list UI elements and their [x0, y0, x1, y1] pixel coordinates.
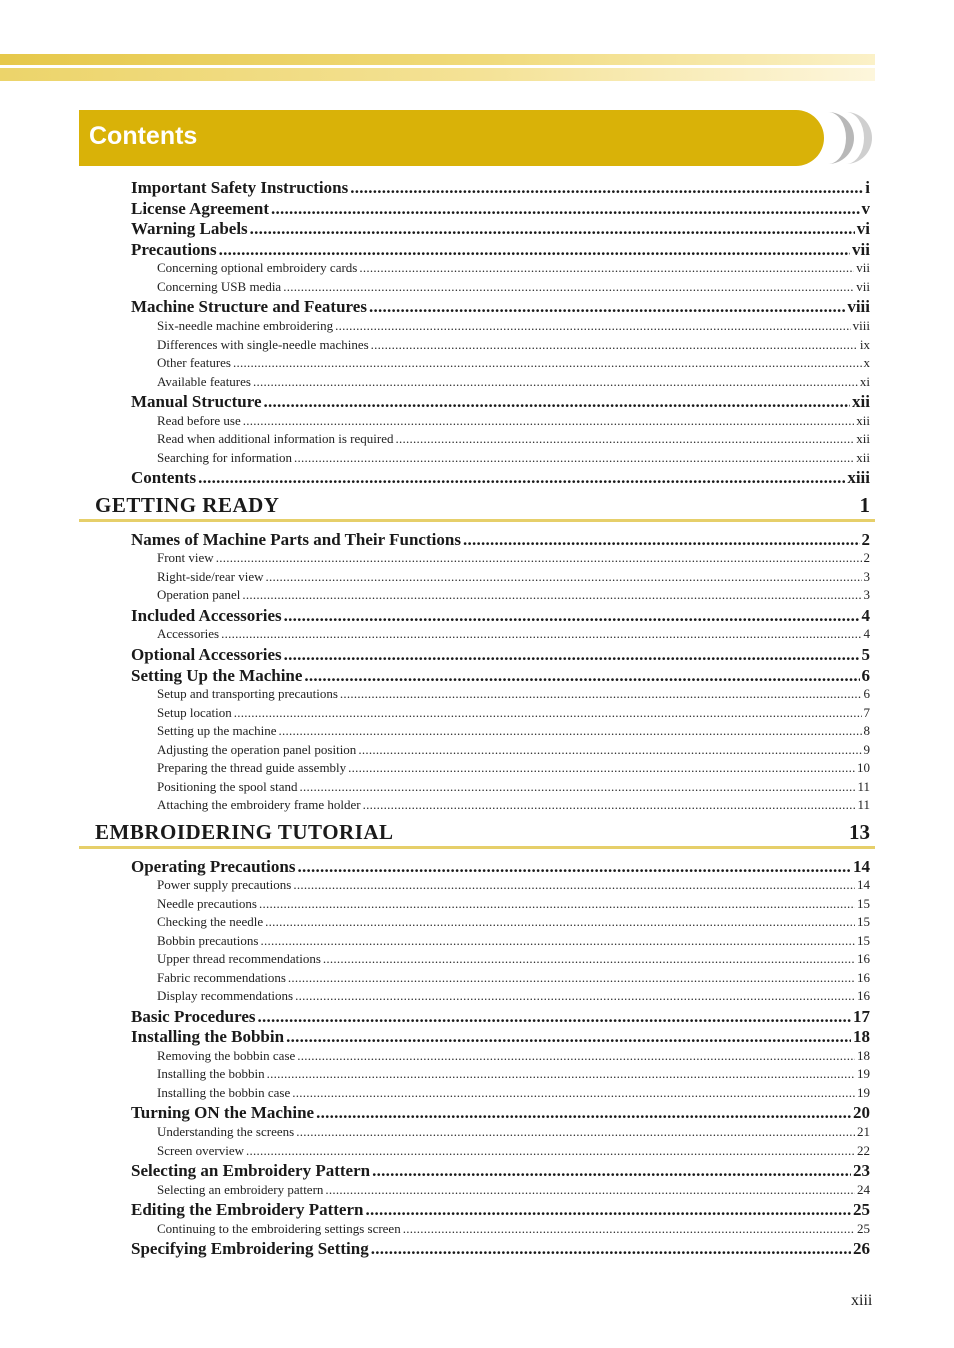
toc-entry[interactable]	[131, 1200, 870, 1220]
toc-entry-page: 8	[863, 723, 870, 739]
toc-entry-label: Important Safety Instructions	[131, 178, 349, 197]
toc-entry-page: 4	[863, 626, 870, 642]
toc-subentry[interactable]	[157, 318, 870, 333]
toc-entry-page: 18	[853, 1027, 870, 1047]
toc-entry-label: Installing the bobbin case	[157, 1084, 291, 1100]
dot-leader	[304, 666, 859, 686]
dot-leader	[286, 1027, 851, 1047]
toc-entry-label: Read when additional information is required	[157, 431, 394, 447]
dot-leader	[294, 450, 854, 465]
toc-entry-label: Screen overview	[157, 1142, 244, 1158]
toc-subentry[interactable]	[157, 1066, 870, 1081]
toc-entry-page: x	[863, 355, 870, 370]
dot-leader	[221, 626, 861, 641]
section-title: EMBROIDERING TUTORIAL	[95, 819, 394, 844]
toc-entry-page: 3	[863, 587, 870, 603]
toc-entry-page: 4	[861, 605, 870, 625]
dot-leader	[234, 705, 862, 720]
section-page: 1	[859, 492, 870, 517]
toc-entry-label: Display recommendations	[157, 988, 294, 1004]
toc-subentry[interactable]	[157, 587, 870, 602]
dot-leader	[395, 431, 854, 446]
toc-subentry[interactable]	[157, 337, 870, 352]
toc-subentry[interactable]	[157, 742, 870, 757]
toc-entry-label: Understanding the screens	[157, 1124, 295, 1139]
toc-entry[interactable]	[131, 1239, 870, 1259]
toc-entry[interactable]	[131, 178, 870, 198]
toc-subentry[interactable]	[157, 914, 870, 929]
toc-entry-label: Setup location	[157, 704, 232, 720]
dot-leader	[258, 1007, 852, 1027]
double-chevron-icon	[820, 110, 876, 166]
toc-subentry[interactable]	[157, 260, 870, 275]
toc-entry[interactable]	[131, 297, 870, 317]
toc-entry-page: 7	[863, 704, 870, 720]
toc-entry-label: Editing the Embroidery Pattern	[131, 1200, 364, 1220]
section-rule	[79, 519, 875, 522]
toc-entry-page: xiii	[847, 468, 870, 488]
toc-entry-label: Installing the Bobbin	[131, 1027, 285, 1047]
toc-entry-label: Attaching the embroidery frame holder	[157, 797, 361, 813]
toc-entry-page: 16	[857, 951, 870, 967]
toc-entry-page: 26	[853, 1239, 870, 1259]
dot-leader	[219, 240, 850, 260]
toc-entry-label: Warning Labels	[131, 219, 248, 239]
toc-entry-label: Searching for information	[157, 449, 293, 465]
dot-leader	[260, 933, 855, 948]
toc-entry-label: Setting Up the Machine	[131, 665, 303, 685]
toc-entry[interactable]	[131, 606, 870, 626]
toc-entry-page: xii	[856, 449, 870, 465]
toc-subentry[interactable]	[157, 431, 870, 446]
dot-leader	[233, 355, 862, 370]
toc-entry-page: v	[861, 198, 870, 218]
toc-entry-label: Accessories	[157, 626, 220, 642]
toc-entry-page: 15	[857, 914, 870, 930]
toc-subentry[interactable]	[157, 970, 870, 985]
toc-entry[interactable]	[131, 1007, 870, 1027]
toc-entry-label: Operating Precautions	[131, 856, 296, 876]
dot-leader	[358, 742, 861, 757]
section-heading	[79, 820, 875, 854]
toc-entry-page: vii	[856, 260, 870, 276]
toc-entry-label: Selecting an Embroidery Pattern	[131, 1161, 371, 1180]
toc-subentry[interactable]	[157, 760, 870, 775]
toc-subentry[interactable]	[157, 1085, 870, 1100]
toc-entry-label: Turning ON the Machine	[131, 1103, 315, 1123]
toc-subentry[interactable]	[157, 797, 870, 812]
toc-entry-label: Upper thread recommendations	[157, 951, 321, 967]
toc-subentry[interactable]	[157, 1143, 870, 1158]
dot-leader	[371, 1239, 851, 1259]
toc-entry-page: 14	[857, 877, 870, 893]
dot-leader	[246, 1143, 855, 1158]
toc-entry-page: 2	[863, 550, 870, 566]
toc-entry-page: 25	[857, 1220, 870, 1236]
dot-leader	[325, 1182, 855, 1197]
toc-entry-page: vii	[852, 239, 870, 259]
section-page: 13	[849, 819, 870, 844]
toc-entry-label: Selecting an embroidery pattern	[157, 1181, 324, 1197]
toc-subentry[interactable]	[157, 374, 870, 389]
toc-entry-label: Manual Structure	[131, 392, 262, 411]
dot-leader	[323, 951, 855, 966]
toc-entry-label: Front view	[157, 550, 214, 566]
toc-entry[interactable]	[131, 666, 870, 686]
toc-entry-label: Positioning the spool stand	[157, 778, 298, 794]
toc-entry-page: vi	[856, 219, 870, 239]
toc-entry-page: 23	[853, 1161, 870, 1180]
dot-leader	[253, 374, 858, 389]
toc-entry-page: 11	[857, 797, 870, 813]
toc-subentry[interactable]	[157, 550, 870, 565]
dot-leader	[250, 219, 855, 239]
toc-subentry[interactable]	[157, 896, 870, 911]
dot-leader	[242, 587, 861, 602]
toc-entry-page: 15	[857, 895, 870, 911]
dot-leader	[403, 1221, 855, 1236]
toc-subentry[interactable]	[157, 723, 870, 738]
section-title: GETTING READY	[95, 492, 280, 517]
toc-subentry[interactable]	[157, 413, 870, 428]
dot-leader	[371, 337, 858, 352]
toc-entry-label: Preparing the thread guide assembly	[157, 760, 347, 776]
toc-entry-page: 6	[863, 686, 870, 702]
toc-entry-label: Power supply precautions	[157, 877, 292, 893]
toc-entry-label: Operation panel	[157, 587, 241, 603]
toc-entry-page: xii	[856, 412, 870, 428]
toc-subentry[interactable]	[157, 933, 870, 948]
toc-entry-label: Optional Accessories	[131, 644, 282, 664]
toc-entry-page: 5	[861, 644, 870, 664]
toc-entry-page: 25	[853, 1200, 870, 1220]
toc-entry-label: Specifying Embroidering Setting	[131, 1239, 369, 1259]
toc-subentry[interactable]	[157, 355, 870, 370]
dot-leader	[266, 569, 862, 584]
toc-entry-label: Right-side/rear view	[157, 568, 264, 584]
toc-entry-page: vii	[856, 278, 870, 294]
toc-entry[interactable]	[131, 240, 870, 260]
page-title: Contents	[89, 122, 198, 150]
toc-subentry[interactable]	[157, 569, 870, 584]
toc-entry[interactable]	[131, 199, 870, 219]
dot-leader	[359, 260, 854, 275]
toc-entry-label: Concerning USB media	[157, 278, 282, 294]
toc-entry-label: Precautions	[131, 239, 217, 259]
toc-entry[interactable]	[131, 645, 870, 665]
dot-leader	[463, 530, 860, 550]
toc-entry-page: i	[865, 178, 870, 197]
toc-entry-page: 22	[857, 1142, 870, 1158]
toc-entry-page: 15	[857, 932, 870, 948]
toc-entry-label: Basic Procedures	[131, 1006, 256, 1026]
dot-leader	[259, 896, 855, 911]
dot-leader	[265, 914, 855, 929]
toc-entry-label: Concerning optional embroidery cards	[157, 260, 358, 276]
toc-entry-page: 14	[853, 856, 870, 876]
dot-leader	[243, 413, 855, 428]
toc-subentry[interactable]	[157, 1124, 870, 1139]
toc-entry-page: 21	[857, 1124, 870, 1139]
toc-subentry[interactable]	[157, 279, 870, 294]
toc-subentry[interactable]	[157, 450, 870, 465]
toc-subentry[interactable]	[157, 951, 870, 966]
toc-entry-page: 6	[861, 665, 870, 685]
toc-entry-page: 9	[863, 741, 870, 757]
toc-entry-page: 24	[857, 1181, 870, 1197]
toc-subentry[interactable]	[157, 1048, 870, 1063]
toc-subentry[interactable]	[157, 626, 870, 641]
dot-leader	[348, 760, 855, 775]
dot-leader	[198, 468, 845, 488]
dot-leader	[271, 199, 859, 219]
dot-leader	[350, 178, 863, 198]
toc-subentry[interactable]	[157, 686, 870, 701]
header-stripe-top	[0, 54, 875, 65]
toc-entry-label: Needle precautions	[157, 895, 257, 911]
toc-subentry[interactable]	[157, 877, 870, 892]
toc-entry[interactable]	[131, 1103, 870, 1123]
toc-entry-page: 19	[857, 1066, 870, 1082]
section-rule	[79, 846, 875, 849]
toc-entry-label: Adjusting the operation panel position	[157, 741, 357, 757]
dot-leader	[297, 1048, 855, 1063]
toc-entry-page: 3	[863, 568, 870, 584]
toc-entry-label: Included Accessories	[131, 605, 282, 625]
dot-leader	[284, 606, 860, 626]
dot-leader	[372, 1161, 851, 1181]
dot-leader	[267, 1066, 855, 1081]
toc-entry[interactable]	[131, 1027, 870, 1047]
dot-leader	[292, 1085, 855, 1100]
toc-entry-page: 2	[861, 529, 870, 549]
toc-entry-page: 11	[857, 778, 870, 794]
toc-entry[interactable]	[131, 468, 870, 488]
toc-entry-page: 20	[853, 1103, 870, 1123]
toc-entry-label: Other features	[157, 355, 231, 370]
dot-leader	[340, 686, 862, 701]
toc-entry-label: Continuing to the embroidering settings screen	[157, 1220, 401, 1236]
toc-entry[interactable]	[131, 219, 870, 239]
dot-leader	[283, 279, 854, 294]
toc-subentry[interactable]	[157, 1221, 870, 1236]
toc-entry-page: 17	[853, 1006, 870, 1026]
toc-entry-page: xii	[856, 431, 870, 447]
toc-entry-label: Read before use	[157, 412, 241, 428]
dot-leader	[216, 550, 862, 565]
toc-entry-label: Fabric recommendations	[157, 969, 286, 985]
toc-entry[interactable]	[131, 1161, 870, 1181]
toc-entry[interactable]	[131, 857, 870, 877]
dot-leader	[363, 797, 856, 812]
toc-entry-label: License Agreement	[131, 198, 270, 218]
toc-entry-page: viii	[852, 318, 870, 333]
toc-entry-page: 16	[857, 969, 870, 985]
toc-entry-label: Six-needle machine embroidering	[157, 318, 334, 333]
toc-entry-label: Setup and transporting precautions	[157, 686, 338, 702]
dot-leader	[284, 645, 860, 665]
dot-leader	[297, 857, 851, 877]
toc-entry[interactable]	[131, 530, 870, 550]
dot-leader	[299, 779, 855, 794]
title-banner	[79, 110, 824, 166]
toc-entry-page: 10	[857, 760, 870, 776]
toc-entry-page: 18	[857, 1047, 870, 1063]
toc-subentry[interactable]	[157, 779, 870, 794]
toc-entry-label: Bobbin precautions	[157, 932, 259, 948]
toc-entry[interactable]	[131, 392, 870, 412]
toc-entry-page: viii	[847, 297, 870, 317]
dot-leader	[316, 1103, 851, 1123]
page-number: xiii	[851, 1292, 873, 1309]
toc-entry-page: ix	[859, 336, 870, 352]
toc-entry-page: xi	[859, 373, 870, 389]
toc-entry-label: Names of Machine Parts and Their Functions	[131, 529, 461, 549]
dot-leader	[369, 297, 845, 317]
toc-subentry[interactable]	[157, 988, 870, 1003]
toc-entry-label: Differences with single-needle machines	[157, 336, 369, 352]
section-heading	[79, 493, 875, 527]
toc-entry-page: xii	[852, 392, 870, 411]
toc-entry-label: Setting up the machine	[157, 723, 277, 739]
dot-leader	[288, 970, 855, 985]
header-stripe-bottom	[0, 68, 875, 81]
toc-entry-label: Contents	[131, 468, 197, 488]
toc-entry-label: Removing the bobbin case	[157, 1047, 296, 1063]
toc-entry-page: 16	[857, 988, 870, 1004]
toc-entry-page: 19	[857, 1084, 870, 1100]
dot-leader	[296, 1124, 855, 1139]
dot-leader	[295, 988, 855, 1003]
toc-subentry[interactable]	[157, 705, 870, 720]
toc-entry-label: Checking the needle	[157, 914, 264, 930]
dot-leader	[279, 723, 862, 738]
dot-leader	[335, 318, 850, 333]
dot-leader	[264, 392, 851, 412]
dot-leader	[293, 877, 855, 892]
dot-leader	[365, 1200, 851, 1220]
toc-entry-label: Installing the bobbin	[157, 1066, 265, 1082]
toc-entry-label: Available features	[157, 373, 251, 389]
toc-entry-label: Machine Structure and Features	[131, 297, 367, 317]
toc-subentry[interactable]	[157, 1182, 870, 1197]
